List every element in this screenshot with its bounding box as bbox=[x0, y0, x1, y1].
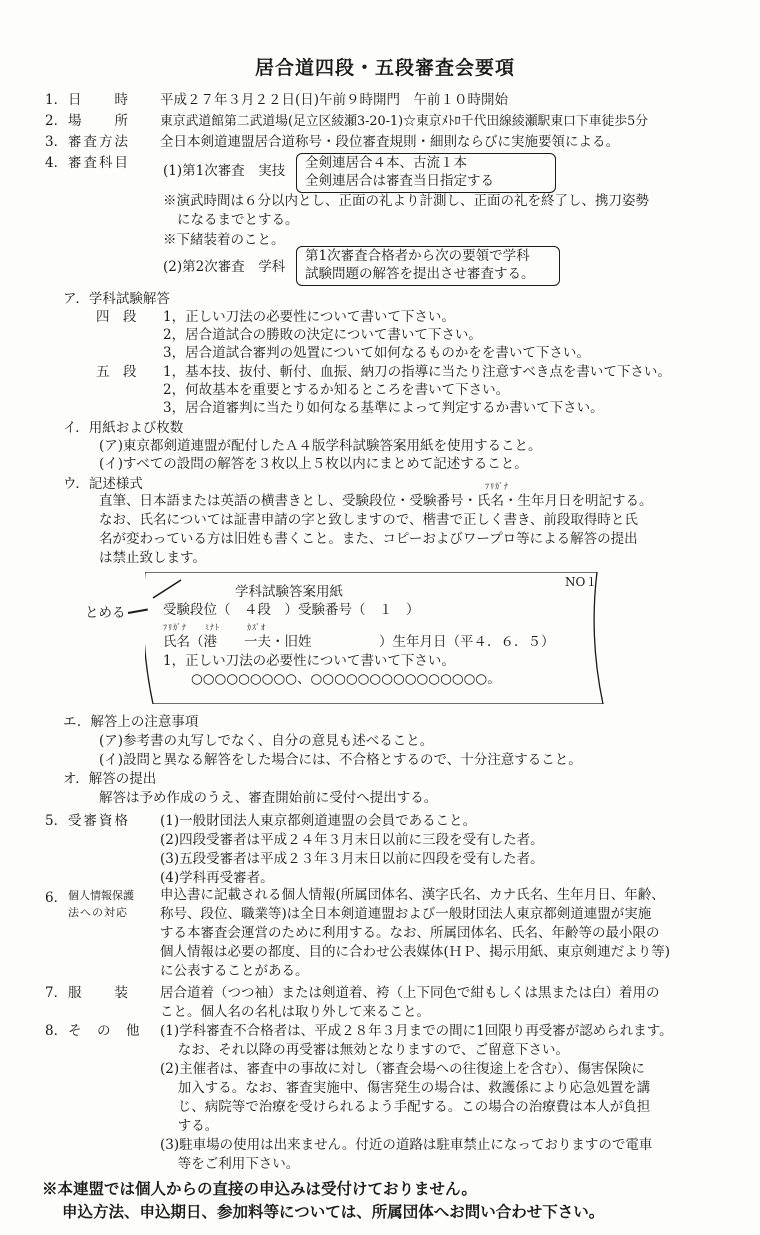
style-line: 名が変わっている方は旧姓も書くこと。また、コピーおよびワープロ等による解答の提出 bbox=[99, 531, 638, 547]
section-heading: エ．解答上の注意事項 bbox=[63, 714, 199, 730]
item-number: 3． bbox=[45, 134, 68, 150]
sample-answer-sheet bbox=[145, 572, 605, 704]
second-exam-label: (2)第2次審査 学科 bbox=[163, 259, 286, 275]
item-number: 7． bbox=[45, 985, 68, 1001]
item-text-place: 東京武道館第二武道場(足立区綾瀬3-20-1)☆東京ﾒﾄﾛ千代田線綾瀬駅東口下車徒歩5分 bbox=[160, 114, 649, 129]
others-line: する。 bbox=[160, 1118, 219, 1134]
note-line: ※演武時間は６分以内とし、正面の礼より計測し、正面の礼を終了し、携刀姿勢 bbox=[163, 193, 649, 209]
item-label-place: 場 所 bbox=[68, 113, 130, 129]
privacy-line: 個人情報は必要の都度、目的に合わせ公表媒体(ＨＰ、掲示用紙、東京剣連だより等) bbox=[160, 944, 671, 960]
attire-line: こと。個人名の名札は取り外して来ること。 bbox=[160, 1004, 430, 1020]
others-line: (3)駐車場の使用は出来ません。付近の道路は駐車禁止になっておりますので電車 bbox=[160, 1137, 653, 1153]
page-title: 居合道四段・五段審査会要項 bbox=[255, 57, 516, 79]
section-heading: イ．用紙および枚数 bbox=[63, 420, 184, 436]
sheet-title: 学科試験答案用紙 bbox=[235, 584, 343, 600]
qualification-line: (3)五段受審者は平成２３年３月末日以前に四段を受有した者。 bbox=[160, 851, 544, 867]
privacy-line: 申込書に記載される個人情報(所属団体名、漢字氏名、カナ氏名、生年月日、年齢、 bbox=[160, 887, 665, 903]
item-label-others: そ の 他 bbox=[68, 1023, 141, 1039]
footer-note: 申込方法、申込期日、参加料等については、所属団体へお問い合わせ下さい。 bbox=[62, 1202, 605, 1221]
rank-label: 四 段 bbox=[96, 309, 137, 325]
others-line: 加入する。なお、審査実施中、傷害発生の場合は、救護係により応急処置を講 bbox=[160, 1080, 651, 1096]
others-line: じ、病院等で治療を受けられるよう手配する。この場合の治療費は本人が負担 bbox=[160, 1099, 651, 1115]
first-exam-label: (1)第1次審査 実技 bbox=[163, 163, 286, 179]
second-exam-line: 試験問題の解答を提出させ審査する。 bbox=[305, 266, 535, 282]
others-line: (2)主催者は、審査中の事故に対し（審査会場への往復途上を含む）、傷害保険に bbox=[160, 1061, 645, 1077]
item-text-method: 全日本剣道連盟居合道称号・段位審査規則・細則ならびに実施要領による。 bbox=[160, 134, 619, 150]
furigana-label: ﾌﾘｶﾞﾅ bbox=[485, 482, 509, 491]
privacy-line: に公表することがある。 bbox=[160, 963, 309, 979]
section-heading: ウ．記述様式 bbox=[63, 476, 143, 492]
item-number: 4． bbox=[45, 155, 68, 171]
item-label-method: 審査方法 bbox=[68, 134, 130, 150]
section-heading: ア．学科試験解答 bbox=[63, 291, 170, 307]
item-text-date: 平成２７年３月２２日(日)午前９時開門 午前１０時開始 bbox=[160, 92, 509, 108]
qualification-line: (4)学科再受審者。 bbox=[160, 870, 274, 886]
style-line: 直筆、日本語または英語の横書きとし、受験段位・受験番号・氏名・生年月日を明記する。 bbox=[99, 493, 653, 509]
paper-line: (ア)東京都剣道連盟が配付したＡ４版学科試験答案用紙を使用すること。 bbox=[99, 438, 542, 454]
item-number: 6． bbox=[45, 890, 68, 906]
sheet-answer: ○○○○○○○○○、○○○○○○○○○○○○○○○。 bbox=[191, 671, 501, 687]
others-line: 等をご利用下さい。 bbox=[160, 1156, 300, 1172]
item-number: 5． bbox=[45, 813, 68, 829]
item-label-privacy: 個人情報保護 bbox=[68, 889, 134, 902]
submit-line: 解答は予め作成のうえ、審査開始前に受付へ提出する。 bbox=[99, 790, 438, 806]
privacy-line: 称号、段位、職業等)は全日本剣道連盟および一般財団法人東京都剣道連盟が実施 bbox=[160, 906, 652, 922]
staple-label: とめる bbox=[85, 605, 126, 621]
item-label-qualification: 受審資格 bbox=[68, 813, 130, 829]
question-line: 3，居合道審判に当たり如何なる基準によって判定するか書いて下さい。 bbox=[163, 400, 604, 416]
rank-label: 五 段 bbox=[96, 364, 137, 380]
item-label-privacy: 法への対応 bbox=[68, 906, 128, 919]
qualification-line: (2)四段受審者は平成２４年３月末日以前に三段を受有した者。 bbox=[160, 832, 544, 848]
section-heading: オ．解答の提出 bbox=[63, 771, 157, 787]
question-line: 2，居合道試合の勝敗の決定について書いて下さい。 bbox=[163, 327, 482, 343]
item-number: 2． bbox=[45, 113, 68, 129]
paper-line: (イ)すべての設問の解答を３枚以上５枚以内にまとめて記述すること。 bbox=[99, 456, 528, 472]
sheet-name-line: 氏名（港 一夫・旧姓 ）生年月日（平４．６．５） bbox=[163, 634, 555, 650]
note-line: になるまでとする。 bbox=[177, 212, 299, 228]
attire-line: 居合道着（つつ袖）または剣道着、袴（上下同色で紺もしくは黒または白）着用の bbox=[160, 985, 660, 1001]
question-line: 1，正しい刀法の必要性について書いて下さい。 bbox=[163, 309, 455, 325]
style-line: なお、氏名については証書申請の字と致しますので、楷書で正しく書き、前段取得時と氏 bbox=[99, 512, 638, 528]
item-number: 1． bbox=[45, 92, 68, 108]
item-label-subjects: 審査科目 bbox=[68, 155, 130, 171]
others-line: なお、それ以降の再受審は無効となりますので、ご留意下さい。 bbox=[160, 1042, 570, 1058]
sheet-question: 1，正しい刀法の必要性について書いて下さい。 bbox=[163, 653, 455, 669]
others-line: (1)学科審査不合格者は、平成２８年３月までの間に1回限り再受審が認められます。 bbox=[160, 1023, 673, 1039]
style-line: は禁止致します。 bbox=[99, 550, 206, 566]
second-exam-line: 第1次審査合格者から次の要領で学科 bbox=[305, 248, 530, 264]
question-line: 3，居合道試合審判の処置について如何なるものかをを書いて下さい。 bbox=[163, 345, 590, 361]
item-label-date: 日 時 bbox=[68, 92, 130, 108]
qualification-line: (1)一般財団法人東京都剣道連盟の会員であること。 bbox=[160, 813, 477, 829]
question-line: 2，何故基本を重要とするか知るところを書いて下さい。 bbox=[163, 382, 510, 398]
caution-line: (イ)設問と異なる解答をした場合には、不合格とするので、十分注意すること。 bbox=[99, 752, 582, 768]
caution-line: (ア)参考書の丸写しでなく、自分の意見も述べること。 bbox=[99, 733, 434, 749]
first-exam-line: 全剣連居合４本、古流１本 bbox=[305, 155, 467, 171]
note-line: ※下緒装着のこと。 bbox=[163, 232, 285, 248]
item-number: 8． bbox=[45, 1023, 68, 1039]
item-label-attire: 服 装 bbox=[68, 985, 130, 1001]
footer-note: ※本連盟では個人からの直接の申込みは受付けておりません。 bbox=[42, 1179, 477, 1198]
privacy-line: する本審査会運営のために利用する。なお、所属団体名、氏名、年齢等の最小限の bbox=[160, 925, 660, 941]
first-exam-line: 全剣連居合は審査当日指定する bbox=[305, 173, 494, 189]
sheet-furigana: ﾌﾘｶﾞﾅ ﾐﾅﾄ ｶｽﾞｵ bbox=[163, 623, 266, 632]
sheet-number: NO１ bbox=[565, 575, 598, 589]
sheet-rank-line: 受験段位（ ４段 ）受験番号（ １ ） bbox=[163, 602, 420, 618]
question-line: 1，基本技、抜付、斬付、血振、納刀の指導に当たり注意すべき点を書いて下さい。 bbox=[163, 364, 671, 380]
